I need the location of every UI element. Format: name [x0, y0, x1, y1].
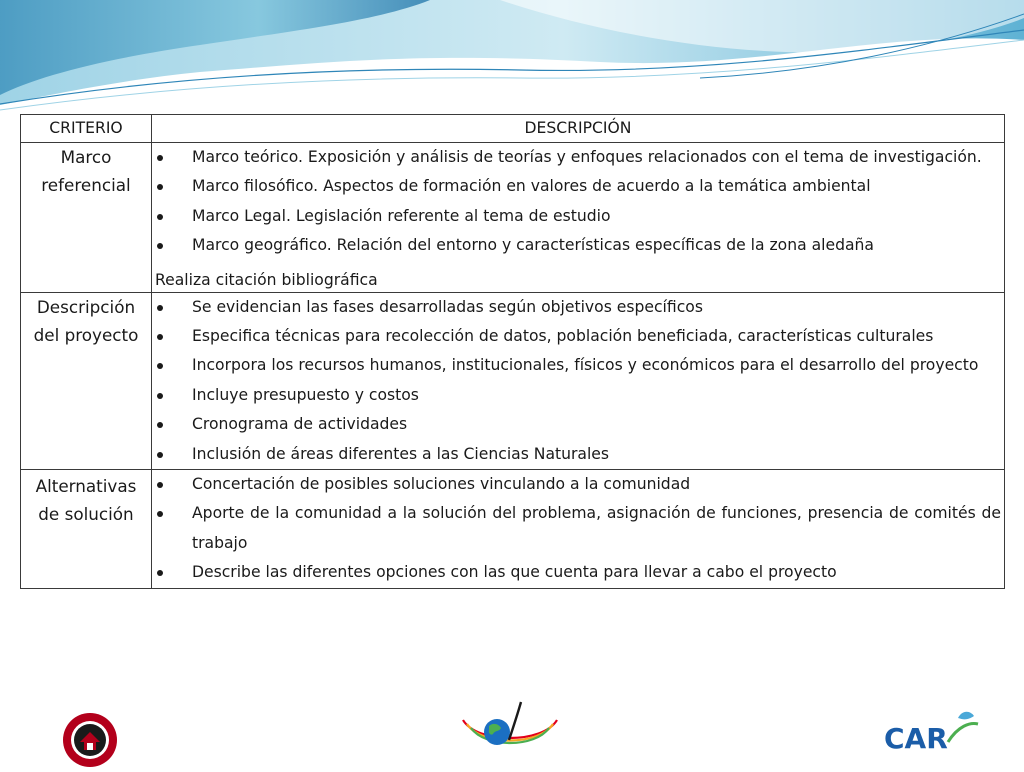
car-logo-icon [876, 708, 980, 756]
criterio-cell: Alternativas de solución [21, 470, 152, 589]
list-item: Cronograma de actividades [152, 410, 1001, 439]
list-item: Se evidencian las fases desarrolladas según objetivos específicos [152, 293, 1001, 322]
bullet-list [152, 143, 1004, 261]
list-item: Concertación de posibles soluciones vinculando a la comunidad [152, 470, 1001, 499]
list-item: Especifica técnicas para recolección de datos, población beneficiada, características culturales [152, 322, 1001, 351]
bullet-list [152, 293, 1004, 469]
header-descripcion: DESCRIPCIÓN [152, 115, 1005, 143]
bullet-list [152, 470, 1004, 588]
list-item: Marco Legal. Legislación referente al tema de estudio [152, 202, 1001, 231]
descripcion-cell [152, 143, 1005, 293]
citation-note: Realiza citación bibliográfica [155, 270, 378, 289]
table-row [21, 470, 1005, 589]
list-item: Inclusión de áreas diferentes a las Ciencias Naturales [152, 440, 1001, 469]
footer-logos [0, 700, 1024, 768]
list-item: Incluye presupuesto y costos [152, 381, 1001, 410]
list-item: Describe las diferentes opciones con las que cuenta para llevar a cabo el proyecto [152, 558, 1001, 587]
criterio-cell: Descripción del proyecto [21, 292, 152, 469]
svg-text:CAR: CAR [884, 722, 948, 755]
table-header-row [21, 115, 1005, 143]
header-criterio: CRITERIO [21, 115, 152, 143]
criterio-cell: Marco referencial [21, 143, 152, 293]
table-row [21, 292, 1005, 469]
list-item: Aporte de la comunidad a la solución del problema, asignación de funciones, presencia de comités de trabajo [152, 499, 1001, 558]
descripcion-cell [152, 470, 1005, 589]
descripcion-cell [152, 292, 1005, 469]
wave-banner [0, 0, 1024, 115]
list-item: Marco geográfico. Relación del entorno y características específicas de la zona aledaña [152, 231, 1001, 260]
list-item: Marco filosófico. Aspectos de formación en valores de acuerdo a la temática ambiental [152, 172, 1001, 201]
list-item: Incorpora los recursos humanos, institucionales, físicos y económicos para el desarrollo del proyecto [152, 351, 1001, 380]
consultorio-ambiental-globe-icon [455, 700, 565, 768]
table-row [21, 143, 1005, 293]
criteria-table [20, 114, 1005, 589]
criteria-table-container [20, 114, 1005, 589]
universidad-libre-seal-icon [62, 712, 118, 768]
list-item: Marco teórico. Exposición y análisis de teorías y enfoques relacionados con el tema de investigación. [152, 143, 1001, 172]
